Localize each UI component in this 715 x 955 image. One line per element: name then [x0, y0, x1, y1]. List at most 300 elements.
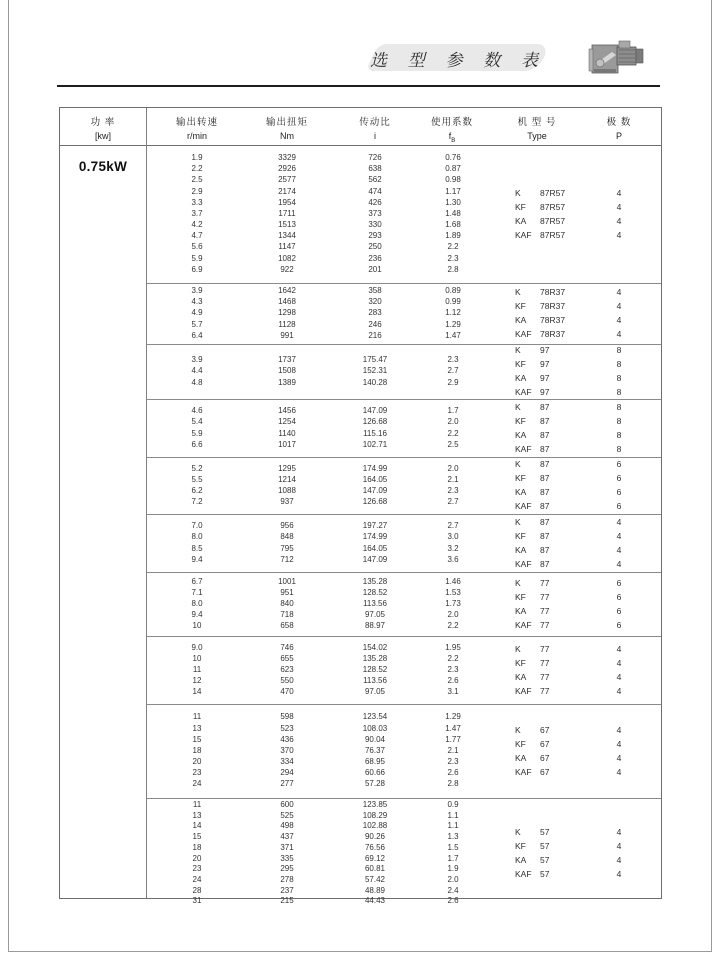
cell-speed: 31 — [192, 896, 202, 906]
cell-torque: 1711 — [278, 208, 296, 218]
cell-speed: 7.0 — [191, 521, 203, 531]
cell-ratio: 88.97 — [364, 621, 386, 631]
table-row — [147, 209, 661, 220]
poles-value: 4 — [616, 724, 622, 735]
poles-value: 4 — [616, 558, 622, 569]
table-header-row — [60, 108, 661, 146]
group-rows — [147, 458, 661, 514]
cell-speed: 14 — [192, 821, 202, 831]
table-row — [147, 187, 661, 198]
table-row — [147, 665, 661, 676]
type-prefix: KAF — [515, 685, 532, 696]
type-designation — [515, 738, 549, 752]
cell-speed: 15 — [192, 734, 202, 744]
cell-torque: 2577 — [278, 175, 296, 185]
cell-speed: 11 — [192, 800, 202, 810]
cell-speed: 6.7 — [191, 576, 203, 586]
cell-torque: 3329 — [278, 152, 296, 162]
group-rows — [147, 637, 661, 704]
table-body — [147, 146, 661, 906]
type-model: 87 — [540, 558, 550, 569]
table-row — [147, 577, 661, 588]
cell-torque: 598 — [280, 712, 294, 722]
cell-ratio: 108.29 — [362, 810, 388, 820]
type-block — [515, 344, 549, 399]
cell-ratio: 373 — [368, 208, 382, 218]
table-group — [147, 572, 661, 636]
type-model: 77 — [540, 591, 550, 602]
cell-speed: 8.0 — [191, 532, 203, 542]
cell-service-factor: 2.3 — [447, 355, 459, 365]
cell-service-factor: 2.0 — [447, 874, 459, 884]
type-model: 87 — [540, 530, 550, 541]
type-prefix: K — [515, 516, 521, 527]
type-designation — [515, 605, 549, 619]
cell-ratio: 250 — [368, 242, 382, 252]
cell-service-factor: 2.3 — [447, 757, 459, 767]
cell-ratio: 90.04 — [364, 734, 386, 744]
table-row — [147, 231, 661, 242]
cell-service-factor: 2.1 — [447, 474, 459, 484]
poles-value: 4 — [616, 287, 622, 297]
cell-torque: 1147 — [278, 242, 296, 252]
cell-service-factor: 2.8 — [447, 264, 459, 274]
poles-value: 6 — [616, 605, 622, 616]
col-header-ratio: 传动比 i — [359, 117, 391, 141]
cell-speed: 23 — [192, 768, 202, 778]
table-row — [147, 286, 661, 297]
cell-speed: 2.5 — [191, 175, 203, 185]
cell-torque: 658 — [280, 621, 294, 631]
group-rows — [147, 799, 661, 908]
type-model: 77 — [540, 685, 550, 696]
poles-value: 4 — [616, 752, 622, 763]
cell-speed: 5.5 — [191, 474, 203, 484]
table-row — [147, 153, 661, 164]
type-prefix: KA — [515, 544, 527, 555]
page-title: 选 型 参 数 表 — [370, 51, 546, 70]
cell-speed: 1.9 — [191, 152, 203, 162]
cell-torque: 956 — [280, 521, 294, 531]
poles-value: 4 — [616, 840, 622, 851]
cell-speed: 6.2 — [191, 486, 203, 495]
col-header-speed: 输出转速 r/min — [175, 117, 219, 141]
type-model: 67 — [540, 724, 550, 735]
type-designation — [515, 724, 549, 738]
table-row — [147, 875, 661, 886]
cell-service-factor: 2.3 — [447, 253, 459, 263]
cell-service-factor: 1.17 — [445, 186, 461, 196]
cell-speed: 11 — [192, 712, 202, 722]
type-prefix: KF — [515, 840, 526, 851]
cell-torque: 1737 — [278, 355, 296, 365]
type-designation — [515, 386, 549, 399]
col-header-poles: 极 数 P — [606, 117, 632, 141]
cell-torque: 237 — [280, 885, 294, 895]
type-designation — [515, 472, 549, 486]
poles-value: 4 — [616, 229, 622, 240]
type-designation — [515, 500, 549, 514]
type-designation — [515, 314, 565, 328]
cell-speed: 7.1 — [191, 587, 203, 597]
poles-value: 6 — [616, 591, 622, 602]
cell-ratio: 216 — [368, 330, 382, 340]
type-designation — [515, 685, 549, 699]
cell-service-factor: 3.2 — [447, 543, 459, 553]
type-prefix: K — [515, 401, 521, 412]
cell-ratio: 60.66 — [364, 768, 386, 778]
poles-value: 8 — [616, 443, 622, 454]
cell-ratio: 135.28 — [362, 653, 388, 663]
table-row — [147, 265, 661, 276]
type-designation — [515, 401, 549, 415]
cell-ratio: 135.28 — [362, 576, 388, 586]
cell-torque: 1642 — [278, 286, 296, 296]
table-row — [147, 297, 661, 308]
type-block — [515, 187, 565, 243]
cell-service-factor: 2.6 — [447, 676, 459, 686]
cell-service-factor: 3.0 — [447, 532, 459, 542]
type-model: 87R57 — [540, 187, 566, 198]
table-group — [147, 344, 661, 399]
power-value: 0.75kW — [78, 159, 128, 174]
group-rows — [147, 573, 661, 636]
poles-value: 8 — [616, 359, 622, 369]
cell-torque: 1088 — [278, 486, 296, 495]
table-row — [147, 724, 661, 735]
cell-speed: 3.9 — [191, 286, 203, 296]
poles-value: 8 — [616, 387, 622, 397]
cell-ratio: 320 — [368, 297, 382, 307]
table-row — [147, 821, 661, 832]
cell-ratio: 358 — [368, 286, 382, 296]
type-model: 77 — [540, 657, 550, 668]
cell-torque: 1513 — [278, 220, 296, 230]
cell-speed: 20 — [192, 757, 202, 767]
table-group — [147, 514, 661, 572]
type-designation — [515, 619, 549, 633]
type-designation — [515, 868, 549, 882]
cell-torque: 840 — [280, 598, 294, 608]
type-prefix: KAF — [515, 868, 532, 879]
type-prefix: KAF — [515, 766, 532, 777]
cell-service-factor: 2.3 — [447, 664, 459, 674]
cell-service-factor: 0.89 — [445, 286, 461, 296]
cell-torque: 523 — [280, 723, 294, 733]
type-model: 78R37 — [540, 287, 566, 297]
cell-torque: 1140 — [278, 428, 296, 438]
table-row — [147, 757, 661, 768]
type-prefix: KA — [515, 315, 527, 325]
cell-service-factor: 2.1 — [447, 745, 459, 755]
cell-ratio: 246 — [368, 319, 382, 329]
cell-service-factor: 0.87 — [445, 164, 461, 174]
table-row — [147, 254, 661, 265]
cell-service-factor: 2.7 — [447, 497, 459, 507]
cell-speed: 23 — [192, 864, 202, 874]
cell-service-factor: 2.0 — [447, 463, 459, 473]
cell-service-factor: 1.1 — [447, 821, 459, 831]
type-designation — [515, 577, 549, 591]
cell-ratio: 97.05 — [364, 610, 386, 620]
cell-torque: 937 — [280, 497, 294, 507]
cell-torque: 1017 — [278, 439, 296, 449]
poles-block — [599, 516, 639, 572]
cell-ratio: 474 — [368, 186, 382, 196]
cell-torque: 922 — [280, 264, 294, 274]
type-prefix: KAF — [515, 329, 532, 339]
table-row — [147, 555, 661, 566]
type-model: 78R37 — [540, 301, 566, 311]
cell-ratio: 293 — [368, 231, 382, 241]
cell-torque: 623 — [280, 664, 294, 674]
type-model: 57 — [540, 854, 550, 865]
poles-value: 4 — [616, 315, 622, 325]
type-block — [515, 577, 549, 633]
type-model: 57 — [540, 826, 550, 837]
cell-torque: 371 — [280, 842, 294, 852]
cell-service-factor: 2.2 — [447, 653, 459, 663]
cell-speed: 13 — [192, 810, 202, 820]
cell-ratio: 115.16 — [363, 428, 387, 438]
type-model: 97 — [540, 387, 550, 397]
poles-value: 4 — [616, 516, 622, 527]
table-row — [147, 840, 661, 854]
cell-speed: 8.5 — [191, 543, 203, 553]
table-row — [147, 406, 661, 417]
type-model: 77 — [540, 605, 550, 616]
type-prefix: KF — [515, 473, 526, 483]
cell-service-factor: 1.1 — [447, 810, 459, 820]
table-row — [147, 854, 661, 865]
col-header-type: 机 型 号 Type — [517, 117, 557, 141]
cell-service-factor: 1.5 — [447, 842, 459, 852]
cell-service-factor: 0.99 — [445, 297, 461, 307]
table-row — [147, 654, 661, 665]
poles-value: 4 — [616, 643, 622, 654]
cell-service-factor: 2.9 — [447, 377, 459, 387]
type-designation — [515, 516, 549, 530]
type-designation — [515, 187, 565, 201]
cell-torque: 215 — [280, 896, 294, 906]
type-model: 87 — [540, 429, 550, 440]
type-prefix: KF — [515, 657, 526, 668]
cell-ratio: 140.28 — [362, 377, 388, 387]
poles-value: 8 — [616, 429, 622, 440]
table-row — [147, 610, 661, 621]
cell-service-factor: 2.0 — [447, 610, 459, 620]
type-designation — [515, 671, 549, 685]
type-designation — [515, 826, 549, 840]
cell-ratio: 44.43 — [364, 896, 386, 906]
type-prefix: K — [515, 187, 521, 198]
cell-speed: 2.2 — [191, 164, 203, 174]
poles-value: 4 — [616, 738, 622, 749]
cell-speed: 18 — [192, 745, 202, 755]
cell-torque: 848 — [280, 532, 294, 542]
cell-torque: 334 — [280, 757, 294, 767]
cell-ratio: 113.56 — [363, 598, 387, 608]
table-row — [147, 417, 661, 428]
cell-service-factor: 0.76 — [445, 152, 461, 162]
cell-ratio: 152.31 — [362, 366, 388, 376]
cell-service-factor: 1.47 — [445, 723, 461, 733]
col-header-power: 功 率 [kw] — [90, 117, 116, 141]
type-model: 87 — [540, 501, 550, 511]
table-row — [147, 378, 661, 389]
poles-block — [599, 344, 639, 399]
cell-service-factor: 1.7 — [447, 406, 459, 416]
type-model: 57 — [540, 868, 550, 879]
type-model: 97 — [540, 373, 550, 383]
cell-ratio: 60.81 — [364, 864, 386, 874]
cell-speed: 10 — [192, 653, 202, 663]
poles-value: 4 — [616, 215, 622, 226]
cell-ratio: 108.03 — [362, 723, 388, 733]
table-row — [147, 735, 661, 746]
type-model: 67 — [540, 766, 550, 777]
cell-ratio: 76.56 — [364, 842, 386, 852]
cell-torque: 1954 — [278, 197, 296, 207]
cell-ratio: 123.54 — [362, 712, 388, 722]
cell-ratio: 201 — [368, 264, 382, 274]
type-block — [515, 401, 549, 457]
cell-service-factor: 2.7 — [447, 366, 459, 376]
cell-torque: 718 — [280, 610, 294, 620]
cell-service-factor: 1.53 — [445, 587, 461, 597]
cell-torque: 525 — [280, 810, 294, 820]
type-model: 87 — [540, 401, 550, 412]
cell-torque: 1128 — [278, 319, 296, 329]
cell-torque: 470 — [280, 687, 294, 697]
cell-ratio: 90.26 — [364, 832, 386, 842]
group-rows — [147, 705, 661, 798]
type-prefix: KA — [515, 373, 527, 383]
cell-torque: 1254 — [278, 417, 296, 427]
cell-service-factor: 2.6 — [447, 896, 459, 906]
type-model: 87R57 — [540, 229, 566, 240]
cell-ratio: 69.12 — [364, 853, 386, 863]
type-prefix: K — [515, 643, 521, 654]
type-model: 87 — [540, 415, 550, 426]
type-model: 77 — [540, 643, 550, 654]
type-designation — [515, 443, 549, 457]
type-designation — [515, 840, 549, 854]
table-group — [147, 457, 661, 514]
type-model: 87R57 — [540, 201, 566, 212]
table-row — [147, 220, 661, 231]
type-designation — [515, 358, 549, 372]
cell-speed: 5.4 — [191, 417, 203, 427]
table-row — [147, 712, 661, 723]
group-rows — [147, 345, 661, 399]
table-row — [147, 429, 661, 440]
poles-value: 6 — [616, 487, 622, 497]
cell-speed: 4.3 — [191, 297, 203, 307]
cell-service-factor: 2.2 — [447, 621, 459, 631]
cell-torque: 2174 — [278, 186, 296, 196]
poles-value: 6 — [616, 459, 622, 469]
type-designation — [515, 486, 549, 500]
cell-ratio: 102.88 — [362, 821, 388, 831]
cell-service-factor: 2.2 — [447, 428, 459, 438]
type-prefix: K — [515, 459, 521, 469]
cell-service-factor: 1.48 — [445, 208, 461, 218]
table-row — [147, 886, 661, 897]
type-model: 67 — [540, 752, 550, 763]
cell-torque: 1295 — [278, 463, 296, 473]
type-prefix: KA — [515, 854, 527, 865]
type-model: 87 — [540, 516, 550, 527]
type-prefix: KA — [515, 487, 527, 497]
type-prefix: KA — [515, 429, 527, 440]
poles-block — [599, 187, 639, 243]
cell-speed: 5.7 — [191, 319, 203, 329]
table-row — [147, 599, 661, 610]
cell-ratio: 123.85 — [362, 800, 388, 810]
type-designation — [515, 328, 565, 342]
cell-torque: 991 — [280, 330, 294, 340]
type-block — [515, 286, 565, 342]
type-model: 87 — [540, 544, 550, 555]
type-prefix: KF — [515, 738, 526, 749]
cell-service-factor: 1.30 — [445, 197, 461, 207]
group-rows — [147, 146, 661, 283]
type-designation — [515, 286, 565, 300]
cell-ratio: 68.95 — [364, 757, 386, 767]
type-designation — [515, 643, 549, 657]
cell-speed: 28 — [192, 885, 202, 895]
cell-torque: 600 — [280, 800, 294, 810]
cell-speed: 24 — [192, 779, 202, 789]
cell-speed: 24 — [192, 874, 202, 884]
cell-torque: 277 — [280, 779, 294, 789]
table-row — [147, 687, 661, 698]
table-row — [147, 896, 661, 907]
poles-value: 4 — [616, 685, 622, 696]
cell-service-factor: 3.1 — [447, 687, 459, 697]
poles-value: 4 — [616, 657, 622, 668]
cell-torque: 1508 — [278, 366, 296, 376]
poles-value: 4 — [616, 329, 622, 339]
table-row — [147, 779, 661, 790]
table-row — [147, 588, 661, 599]
cell-ratio: 154.02 — [362, 642, 388, 652]
cell-service-factor: 2.8 — [447, 779, 459, 789]
cell-speed: 5.9 — [191, 253, 203, 263]
type-designation — [515, 300, 565, 314]
table-row — [147, 676, 661, 687]
poles-value: 6 — [616, 473, 622, 483]
cell-speed: 7.2 — [191, 497, 203, 507]
type-designation — [515, 415, 549, 429]
table-row — [147, 486, 661, 497]
type-prefix: KA — [515, 752, 527, 763]
table-row — [147, 832, 661, 843]
type-prefix: KF — [515, 591, 526, 602]
cell-service-factor: 2.4 — [447, 885, 459, 895]
type-designation — [515, 766, 549, 780]
cell-service-factor: 2.7 — [447, 521, 459, 531]
type-prefix: KF — [515, 201, 526, 212]
cell-ratio: 174.99 — [362, 532, 388, 542]
type-block — [515, 724, 549, 780]
cell-speed: 9.4 — [191, 554, 203, 564]
type-designation — [515, 854, 549, 868]
poles-block — [599, 286, 639, 342]
cell-ratio: 197.27 — [362, 521, 388, 531]
cell-ratio: 113.56 — [363, 676, 387, 686]
